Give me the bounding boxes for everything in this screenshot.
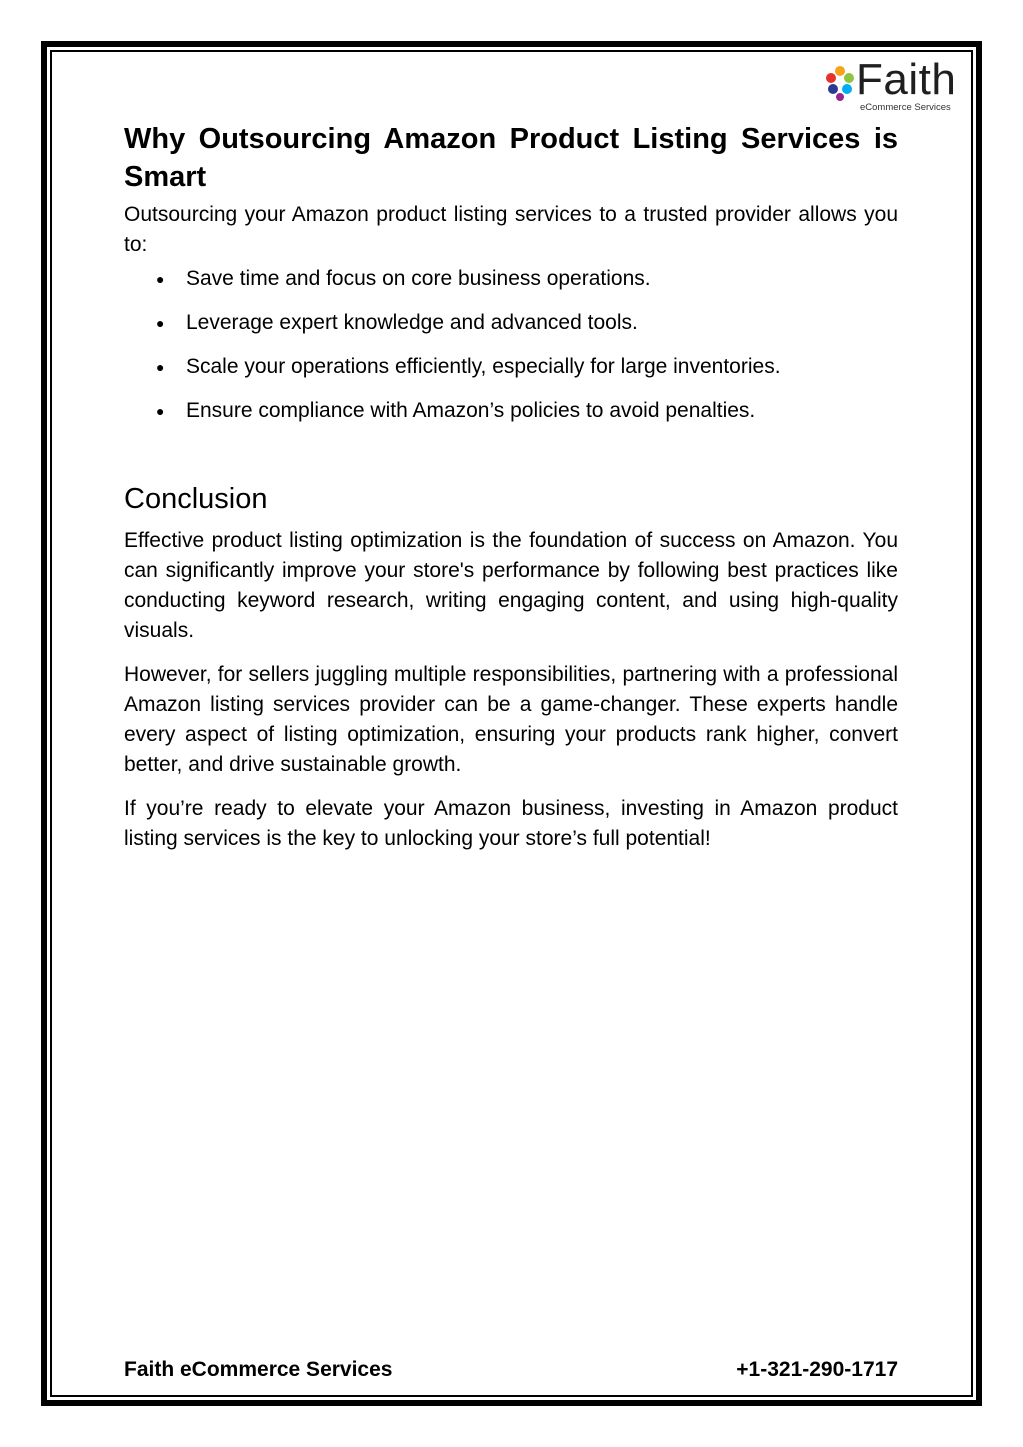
flower-petals-logo-icon: [824, 64, 856, 104]
bullet-icon: ●: [156, 359, 165, 375]
footer-company-name: Faith eCommerce Services: [124, 1358, 393, 1381]
logo-tagline: eCommerce Services: [860, 102, 951, 113]
list-item-text: Save time and focus on core business operations.: [186, 267, 651, 290]
list-item: [124, 264, 898, 294]
section-intro: Outsourcing your Amazon product listing services to a trusted provider allows you to:: [124, 203, 898, 256]
footer-phone: +1-321-290-1717: [736, 1358, 898, 1381]
list-item: [124, 308, 898, 338]
list-item-text: Ensure compliance with Amazon’s policies to avoid penalties.: [186, 399, 756, 422]
logo-wordmark: Faith: [856, 55, 957, 104]
company-logo: [824, 55, 964, 114]
benefits-list: [124, 264, 898, 426]
list-item: [124, 352, 898, 382]
section-heading-outsourcing: Why Outsourcing Amazon Product Listing Services is Smart: [124, 123, 898, 193]
list-item: [124, 396, 898, 426]
conclusion-paragraph: If you’re ready to elevate your Amazon business, investing in Amazon product listing services is the key to unlocking your store’s full potential!: [124, 797, 898, 850]
main-content: [124, 120, 898, 854]
section-heading-conclusion: Conclusion: [124, 483, 268, 515]
list-item-text: Leverage expert knowledge and advanced tools.: [186, 311, 638, 334]
list-item-text: Scale your operations efficiently, especially for large inventories.: [186, 355, 781, 378]
bullet-icon: ●: [156, 271, 165, 287]
bullet-icon: ●: [156, 315, 165, 331]
page-footer: [124, 1358, 898, 1388]
conclusion-paragraph: Effective product listing optimization is the foundation of success on Amazon. You can significantly improve your store's performance by following best practices like conducting keyword research, writing engaging content, and using high-quality visuals.: [124, 529, 898, 642]
bullet-icon: ●: [156, 403, 165, 419]
conclusion-paragraph: However, for sellers juggling multiple responsibilities, partnering with a professional Amazon listing services provider can be a game-changer. These experts handle every aspect of listing optimization, ensuring your products rank higher, convert better, and drive sustainable growth.: [124, 663, 898, 776]
